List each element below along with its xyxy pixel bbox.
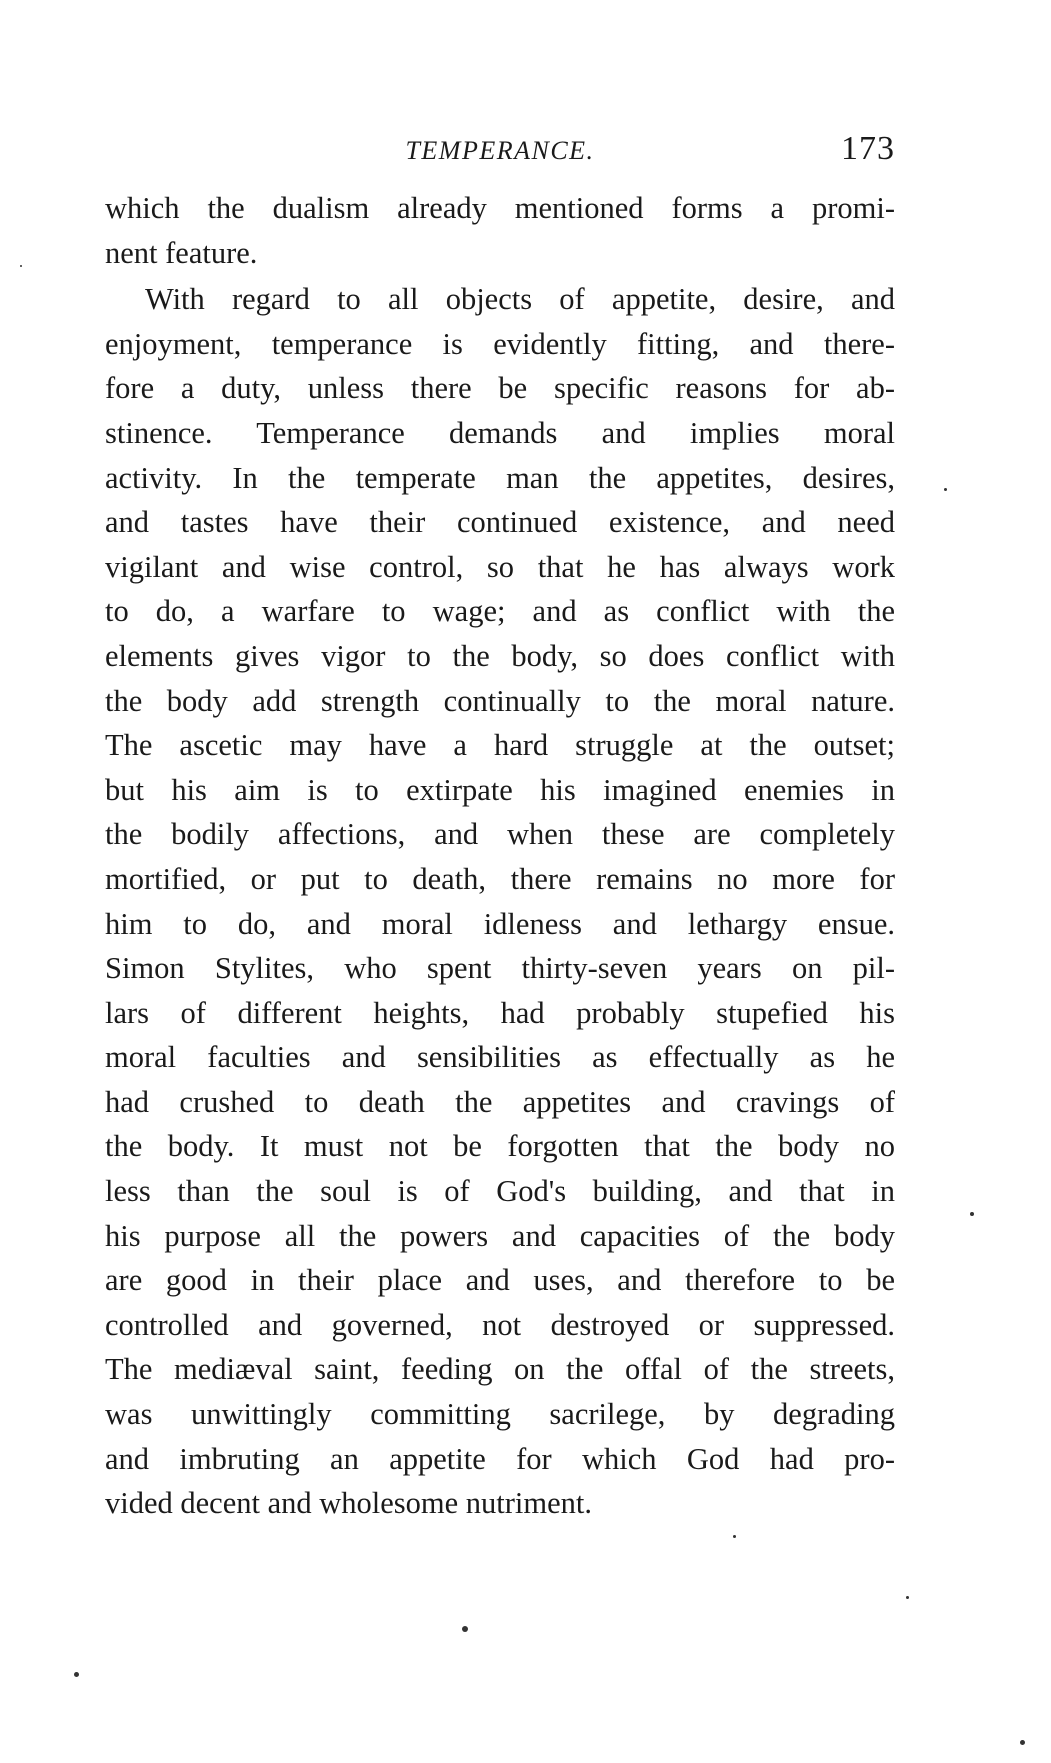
scan-speck [74, 1672, 79, 1677]
text-line: his purpose all the powers and capacities of the body [105, 1218, 895, 1253]
text-line: vided decent and wholesome nutriment. [105, 1486, 593, 1521]
scan-speck [944, 488, 947, 491]
scan-speck [906, 1596, 909, 1599]
text-line: lars of different heights, had probably stupefied his [105, 995, 895, 1030]
text-line: which the dualism already mentioned forms a promi- [105, 191, 895, 225]
text-line: moral faculties and sensibilities as effectually as he [105, 1040, 895, 1075]
scan-speck [733, 1535, 736, 1538]
body-text [105, 186, 895, 1526]
text-line: The ascetic may have a hard struggle at the outset; [105, 728, 895, 763]
text-line: stinence. Temperance demands and implies moral [105, 415, 895, 450]
text-line: controlled and governed, not destroyed or suppressed. [105, 1307, 895, 1342]
text-line: and imbruting an appetite for which God had pro- [105, 1441, 895, 1476]
text-line: the body. It must not be forgotten that the body no [105, 1129, 895, 1164]
text-line: but his aim is to extirpate his imagined enemies in [105, 772, 895, 807]
text-line: nent feature. [105, 235, 258, 270]
running-title: TEMPERANCE. [405, 136, 595, 165]
page-number: 173 [841, 130, 895, 167]
text-line: was unwittingly committing sacrilege, by degrading [105, 1397, 895, 1432]
text-line: the bodily affections, and when these are completely [105, 817, 895, 852]
running-head [105, 130, 895, 174]
text-line: less than the soul is of God's building, and that in [105, 1174, 895, 1209]
scan-speck [462, 1626, 468, 1632]
text-line: vigilant and wise control, so that he has always work [105, 549, 895, 584]
text-line: had crushed to death the appetites and cravings of [105, 1084, 895, 1119]
text-line: and tastes have their continued existence, and need [105, 505, 895, 540]
text-line: Simon Stylites, who spent thirty-seven years on pil- [105, 951, 895, 986]
text-line: to do, a warfare to wage; and as conflict with the [105, 594, 895, 629]
scan-speck [20, 265, 22, 267]
text-line: fore a duty, unless there be specific reasons for ab- [105, 371, 895, 406]
text-line: elements gives vigor to the body, so does conflict with [105, 638, 895, 673]
text-line: With regard to all objects of appetite, desire, and [145, 282, 895, 317]
text-line: activity. In the temperate man the appetites, desires, [105, 460, 895, 495]
text-line: him to do, and moral idleness and lethargy ensue. [105, 906, 895, 941]
text-line: mortified, or put to death, there remains no more for [105, 861, 895, 896]
scan-speck [1020, 1740, 1025, 1745]
scan-speck [970, 1212, 974, 1216]
text-line: The mediæval saint, feeding on the offal of the streets, [105, 1352, 895, 1387]
text-line: enjoyment, temperance is evidently fitting, and there- [105, 326, 895, 361]
text-line: are good in their place and uses, and therefore to be [105, 1263, 895, 1298]
text-line: the body add strength continually to the moral nature. [105, 683, 895, 718]
